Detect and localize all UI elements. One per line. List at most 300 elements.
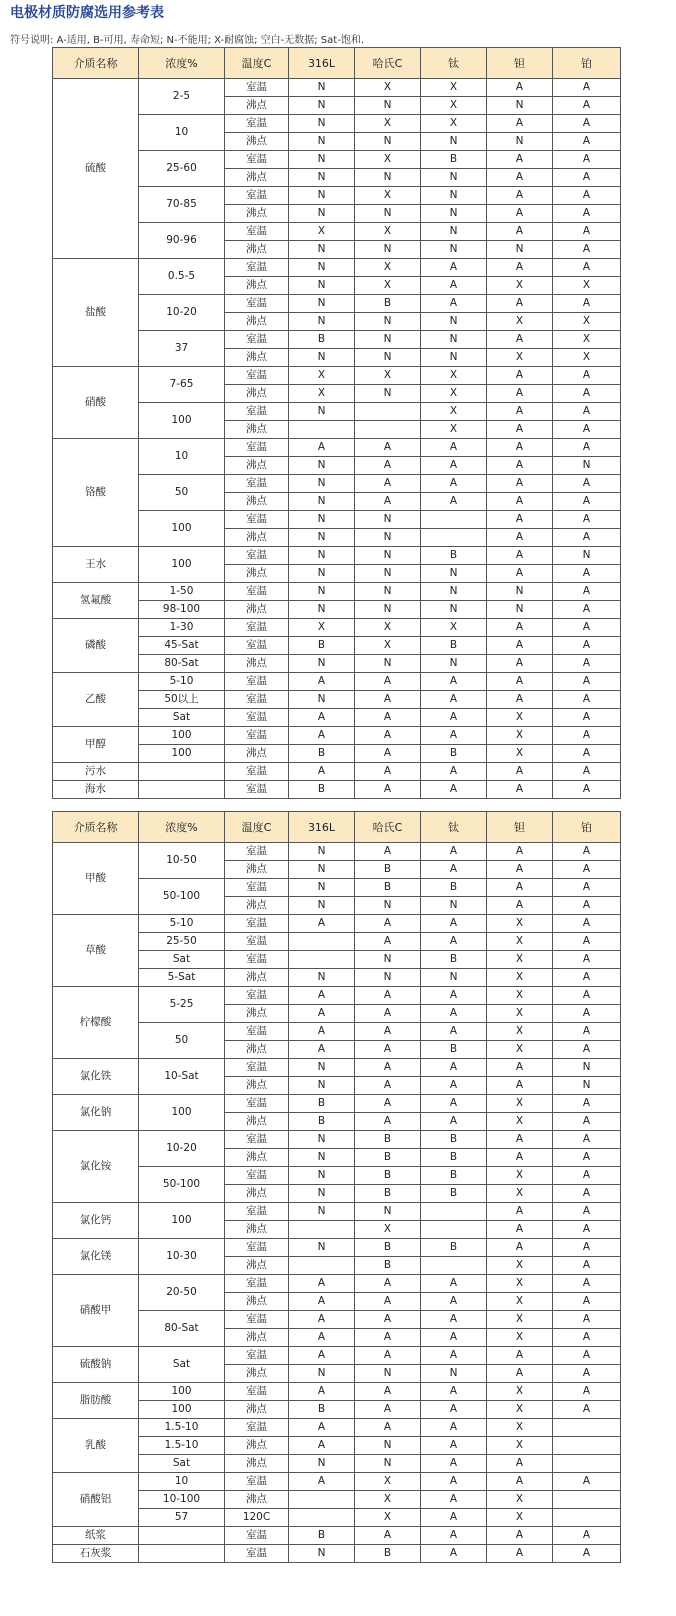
cell-medium: 甲醇 xyxy=(53,727,139,763)
cell-hastelloy-c: A xyxy=(355,1329,421,1347)
cell-hastelloy-c: B xyxy=(355,1545,421,1563)
cell-316l xyxy=(289,1491,355,1509)
cell-tantalum: X xyxy=(487,745,553,763)
cell-tantalum: X xyxy=(487,1293,553,1311)
cell-platinum: A xyxy=(553,511,621,529)
table-row xyxy=(53,673,621,691)
cell-316l: A xyxy=(289,1041,355,1059)
cell-platinum: A xyxy=(553,1185,621,1203)
cell-titanium: B xyxy=(421,151,487,169)
cell-concentration: 57 xyxy=(139,1509,225,1527)
cell-titanium: A xyxy=(421,1077,487,1095)
cell-platinum: A xyxy=(553,781,621,799)
cell-hastelloy-c: N xyxy=(355,583,421,601)
cell-hastelloy-c: N xyxy=(355,1437,421,1455)
table-row xyxy=(53,1437,621,1455)
cell-tantalum: X xyxy=(487,1491,553,1509)
cell-titanium: B xyxy=(421,1239,487,1257)
cell-temperature: 室温 xyxy=(225,673,289,691)
cell-hastelloy-c: X xyxy=(355,79,421,97)
table-row xyxy=(53,439,621,457)
cell-tantalum: N xyxy=(487,133,553,151)
cell-titanium: B xyxy=(421,637,487,655)
cell-hastelloy-c: A xyxy=(355,1383,421,1401)
cell-titanium: N xyxy=(421,205,487,223)
table-row xyxy=(53,915,621,933)
cell-platinum: A xyxy=(553,1257,621,1275)
cell-316l: N xyxy=(289,1239,355,1257)
cell-316l xyxy=(289,1221,355,1239)
cell-platinum: A xyxy=(553,691,621,709)
table-row xyxy=(53,637,621,655)
header-tantalum: 钽 xyxy=(487,48,553,79)
cell-hastelloy-c: N xyxy=(355,97,421,115)
cell-hastelloy-c: N xyxy=(355,241,421,259)
cell-hastelloy-c: N xyxy=(355,1365,421,1383)
cell-titanium: B xyxy=(421,1167,487,1185)
cell-316l xyxy=(289,951,355,969)
cell-platinum xyxy=(553,1491,621,1509)
cell-concentration: Sat xyxy=(139,709,225,727)
page-title: 电极材质防腐选用参考表 xyxy=(10,5,164,21)
cell-316l: B xyxy=(289,1527,355,1545)
cell-temperature: 沸点 xyxy=(225,277,289,295)
cell-316l: A xyxy=(289,439,355,457)
cell-tantalum: X xyxy=(487,349,553,367)
cell-316l: N xyxy=(289,1455,355,1473)
cell-hastelloy-c: X xyxy=(355,637,421,655)
cell-temperature: 室温 xyxy=(225,1311,289,1329)
cell-temperature: 沸点 xyxy=(225,313,289,331)
cell-titanium: B xyxy=(421,1185,487,1203)
table-row xyxy=(53,583,621,601)
cell-concentration: 50 xyxy=(139,475,225,511)
table-row xyxy=(53,547,621,565)
cell-316l: A xyxy=(289,763,355,781)
cell-temperature: 沸点 xyxy=(225,655,289,673)
cell-titanium: N xyxy=(421,241,487,259)
cell-titanium: B xyxy=(421,1131,487,1149)
header-316l: 316L xyxy=(289,812,355,843)
cell-temperature: 沸点 xyxy=(225,493,289,511)
cell-titanium: A xyxy=(421,781,487,799)
cell-tantalum: A xyxy=(487,259,553,277)
cell-concentration: 100 xyxy=(139,727,225,745)
cell-concentration: 37 xyxy=(139,331,225,367)
cell-temperature: 沸点 xyxy=(225,861,289,879)
table-row xyxy=(53,79,621,97)
cell-tantalum: A xyxy=(487,897,553,915)
table-row xyxy=(53,1095,621,1113)
table-row xyxy=(53,879,621,897)
cell-316l: B xyxy=(289,1401,355,1419)
table-row xyxy=(53,1455,621,1473)
cell-concentration: 25-50 xyxy=(139,933,225,951)
cell-tantalum: A xyxy=(487,385,553,403)
cell-tantalum: X xyxy=(487,1509,553,1527)
cell-platinum: A xyxy=(553,1401,621,1419)
cell-concentration: 100 xyxy=(139,547,225,583)
cell-titanium: X xyxy=(421,619,487,637)
cell-titanium xyxy=(421,1203,487,1221)
cell-platinum: A xyxy=(553,969,621,987)
cell-hastelloy-c: N xyxy=(355,547,421,565)
cell-tantalum: A xyxy=(487,187,553,205)
cell-316l: N xyxy=(289,583,355,601)
cell-platinum: A xyxy=(553,115,621,133)
cell-tantalum: X xyxy=(487,1095,553,1113)
cell-concentration: 90-96 xyxy=(139,223,225,259)
cell-hastelloy-c: B xyxy=(355,1257,421,1275)
cell-medium: 石灰浆 xyxy=(53,1545,139,1563)
cell-platinum: A xyxy=(553,475,621,493)
cell-hastelloy-c: X xyxy=(355,619,421,637)
cell-concentration: 10 xyxy=(139,1473,225,1491)
cell-temperature: 室温 xyxy=(225,763,289,781)
cell-titanium: A xyxy=(421,493,487,511)
cell-medium: 磷酸 xyxy=(53,619,139,673)
cell-titanium: A xyxy=(421,1527,487,1545)
cell-platinum: A xyxy=(553,97,621,115)
cell-temperature: 室温 xyxy=(225,295,289,313)
cell-concentration: 100 xyxy=(139,1095,225,1131)
cell-temperature: 沸点 xyxy=(225,1149,289,1167)
cell-concentration: 100 xyxy=(139,745,225,763)
cell-tantalum: A xyxy=(487,79,553,97)
table-row xyxy=(53,763,621,781)
cell-316l: N xyxy=(289,205,355,223)
cell-316l: A xyxy=(289,1005,355,1023)
cell-tantalum: X xyxy=(487,1023,553,1041)
cell-temperature: 室温 xyxy=(225,223,289,241)
cell-platinum: A xyxy=(553,763,621,781)
cell-hastelloy-c: N xyxy=(355,897,421,915)
cell-medium: 氯化铁 xyxy=(53,1059,139,1095)
cell-tantalum: X xyxy=(487,1419,553,1437)
cell-316l: N xyxy=(289,295,355,313)
cell-platinum: A xyxy=(553,987,621,1005)
cell-concentration: 10-Sat xyxy=(139,1059,225,1095)
cell-medium: 草酸 xyxy=(53,915,139,987)
table-row xyxy=(53,1275,621,1293)
cell-platinum: A xyxy=(553,879,621,897)
cell-platinum: A xyxy=(553,915,621,933)
cell-hastelloy-c: A xyxy=(355,439,421,457)
cell-hastelloy-c: A xyxy=(355,727,421,745)
cell-temperature: 室温 xyxy=(225,1527,289,1545)
cell-316l: N xyxy=(289,1077,355,1095)
cell-medium: 氯化铵 xyxy=(53,1131,139,1203)
cell-platinum: A xyxy=(553,897,621,915)
cell-tantalum: X xyxy=(487,1113,553,1131)
cell-hastelloy-c: A xyxy=(355,1419,421,1437)
cell-medium: 硝酸 xyxy=(53,367,139,439)
cell-concentration: 10 xyxy=(139,439,225,475)
cell-concentration: 25-60 xyxy=(139,151,225,187)
cell-316l: N xyxy=(289,879,355,897)
cell-316l: A xyxy=(289,1437,355,1455)
cell-tantalum: A xyxy=(487,1347,553,1365)
cell-platinum: A xyxy=(553,1149,621,1167)
cell-tantalum: A xyxy=(487,421,553,439)
cell-platinum: A xyxy=(553,1095,621,1113)
table-row xyxy=(53,601,621,619)
cell-hastelloy-c: N xyxy=(355,951,421,969)
cell-titanium: A xyxy=(421,1419,487,1437)
cell-tantalum: N xyxy=(487,583,553,601)
cell-medium: 铬酸 xyxy=(53,439,139,547)
cell-platinum: A xyxy=(553,1311,621,1329)
cell-temperature: 沸点 xyxy=(225,1455,289,1473)
cell-medium: 氯化钙 xyxy=(53,1203,139,1239)
cell-tantalum: X xyxy=(487,969,553,987)
cell-platinum: A xyxy=(553,187,621,205)
cell-hastelloy-c: B xyxy=(355,1185,421,1203)
cell-hastelloy-c xyxy=(355,421,421,439)
cell-platinum: A xyxy=(553,861,621,879)
table-row xyxy=(53,1059,621,1077)
cell-platinum: A xyxy=(553,1527,621,1545)
cell-temperature: 室温 xyxy=(225,1167,289,1185)
header-platinum: 铂 xyxy=(553,812,621,843)
cell-tantalum: A xyxy=(487,547,553,565)
cell-hastelloy-c: B xyxy=(355,861,421,879)
cell-316l: N xyxy=(289,97,355,115)
cell-tantalum: A xyxy=(487,457,553,475)
cell-316l: N xyxy=(289,1185,355,1203)
cell-hastelloy-c: X xyxy=(355,223,421,241)
cell-temperature: 室温 xyxy=(225,1347,289,1365)
cell-temperature: 沸点 xyxy=(225,349,289,367)
cell-316l: N xyxy=(289,493,355,511)
cell-tantalum: A xyxy=(487,475,553,493)
cell-platinum: A xyxy=(553,1239,621,1257)
cell-temperature: 室温 xyxy=(225,1131,289,1149)
cell-tantalum: A xyxy=(487,879,553,897)
cell-platinum: A xyxy=(553,1131,621,1149)
cell-concentration: 50 xyxy=(139,1023,225,1059)
cell-temperature: 室温 xyxy=(225,933,289,951)
cell-tantalum: A xyxy=(487,655,553,673)
cell-platinum: A xyxy=(553,1275,621,1293)
cell-titanium: A xyxy=(421,861,487,879)
cell-platinum: A xyxy=(553,583,621,601)
table-row xyxy=(53,331,621,349)
cell-platinum: A xyxy=(553,1221,621,1239)
cell-hastelloy-c: B xyxy=(355,1239,421,1257)
cell-platinum xyxy=(553,1509,621,1527)
cell-tantalum: X xyxy=(487,1185,553,1203)
cell-titanium: X xyxy=(421,97,487,115)
table-row xyxy=(53,1347,621,1365)
cell-316l: A xyxy=(289,1329,355,1347)
cell-tantalum: A xyxy=(487,439,553,457)
cell-tantalum: A xyxy=(487,843,553,861)
cell-temperature: 室温 xyxy=(225,1275,289,1293)
cell-medium: 乙酸 xyxy=(53,673,139,727)
cell-316l: A xyxy=(289,987,355,1005)
cell-concentration: Sat xyxy=(139,1347,225,1383)
cell-concentration: 80-Sat xyxy=(139,1311,225,1347)
table-row xyxy=(53,987,621,1005)
cell-tantalum: X xyxy=(487,915,553,933)
cell-316l: N xyxy=(289,115,355,133)
cell-titanium: B xyxy=(421,1041,487,1059)
cell-titanium xyxy=(421,1257,487,1275)
cell-titanium: A xyxy=(421,439,487,457)
cell-tantalum: X xyxy=(487,1005,553,1023)
cell-temperature: 室温 xyxy=(225,1545,289,1563)
cell-316l: N xyxy=(289,457,355,475)
cell-concentration: 100 xyxy=(139,511,225,547)
cell-titanium: A xyxy=(421,1293,487,1311)
header-temperature: 温度C xyxy=(225,812,289,843)
cell-tantalum: A xyxy=(487,619,553,637)
cell-hastelloy-c: A xyxy=(355,673,421,691)
cell-temperature: 沸点 xyxy=(225,1113,289,1131)
cell-temperature: 室温 xyxy=(225,547,289,565)
cell-platinum: A xyxy=(553,1203,621,1221)
cell-tantalum: X xyxy=(487,277,553,295)
header-hastelloy-c: 哈氏C xyxy=(355,48,421,79)
cell-platinum: A xyxy=(553,1167,621,1185)
cell-platinum: A xyxy=(553,1041,621,1059)
cell-temperature: 室温 xyxy=(225,1419,289,1437)
cell-tantalum: A xyxy=(487,691,553,709)
symbol-legend: 符号说明: A-适用, B-可用, 寿命短; N-不能用; X-耐腐蚀; 空白-无数据; Sat-饱和. xyxy=(10,35,364,46)
cell-tantalum: X xyxy=(487,313,553,331)
cell-tantalum: A xyxy=(487,1455,553,1473)
cell-titanium: A xyxy=(421,915,487,933)
cell-titanium: A xyxy=(421,475,487,493)
cell-tantalum: A xyxy=(487,1473,553,1491)
cell-platinum xyxy=(553,1455,621,1473)
header-platinum: 铂 xyxy=(553,48,621,79)
header-316l: 316L xyxy=(289,48,355,79)
cell-temperature: 沸点 xyxy=(225,385,289,403)
cell-platinum: A xyxy=(553,1473,621,1491)
cell-temperature: 室温 xyxy=(225,879,289,897)
cell-hastelloy-c: B xyxy=(355,1131,421,1149)
cell-medium: 硝酸铝 xyxy=(53,1473,139,1527)
cell-concentration: 10-30 xyxy=(139,1239,225,1275)
cell-temperature: 室温 xyxy=(225,1383,289,1401)
cell-hastelloy-c: A xyxy=(355,1293,421,1311)
cell-hastelloy-c: A xyxy=(355,1041,421,1059)
cell-316l: N xyxy=(289,169,355,187)
cell-316l: A xyxy=(289,727,355,745)
header-hastelloy-c: 哈氏C xyxy=(355,812,421,843)
cell-316l: A xyxy=(289,1473,355,1491)
cell-316l: N xyxy=(289,861,355,879)
cell-316l: N xyxy=(289,241,355,259)
cell-hastelloy-c: N xyxy=(355,1203,421,1221)
table-row xyxy=(53,1527,621,1545)
cell-titanium: A xyxy=(421,1545,487,1563)
cell-temperature: 室温 xyxy=(225,843,289,861)
cell-hastelloy-c: X xyxy=(355,1221,421,1239)
cell-concentration: 10-50 xyxy=(139,843,225,879)
cell-hastelloy-c: N xyxy=(355,349,421,367)
cell-concentration: 2-5 xyxy=(139,79,225,115)
cell-hastelloy-c: A xyxy=(355,709,421,727)
cell-platinum: A xyxy=(553,223,621,241)
cell-temperature: 室温 xyxy=(225,951,289,969)
cell-tantalum: A xyxy=(487,295,553,313)
cell-316l: A xyxy=(289,1275,355,1293)
cell-tantalum: A xyxy=(487,1131,553,1149)
cell-titanium: A xyxy=(421,933,487,951)
cell-temperature: 室温 xyxy=(225,1059,289,1077)
cell-titanium: B xyxy=(421,879,487,897)
cell-medium: 王水 xyxy=(53,547,139,583)
cell-316l: N xyxy=(289,313,355,331)
cell-hastelloy-c xyxy=(355,403,421,421)
cell-titanium: N xyxy=(421,133,487,151)
cell-tantalum: X xyxy=(487,987,553,1005)
cell-temperature: 沸点 xyxy=(225,529,289,547)
cell-platinum: A xyxy=(553,241,621,259)
cell-316l: N xyxy=(289,187,355,205)
cell-316l: N xyxy=(289,79,355,97)
cell-titanium: A xyxy=(421,727,487,745)
cell-tantalum: X xyxy=(487,1275,553,1293)
cell-316l: X xyxy=(289,385,355,403)
cell-hastelloy-c: N xyxy=(355,601,421,619)
cell-platinum: A xyxy=(553,151,621,169)
table-row xyxy=(53,1167,621,1185)
cell-tantalum: X xyxy=(487,1257,553,1275)
cell-platinum: A xyxy=(553,673,621,691)
cell-tantalum: A xyxy=(487,493,553,511)
cell-tantalum: X xyxy=(487,1401,553,1419)
cell-concentration: 50以上 xyxy=(139,691,225,709)
cell-concentration: 50-100 xyxy=(139,879,225,915)
cell-concentration: 10 xyxy=(139,115,225,151)
cell-titanium: B xyxy=(421,951,487,969)
cell-platinum: A xyxy=(553,133,621,151)
cell-316l: B xyxy=(289,781,355,799)
cell-titanium: N xyxy=(421,565,487,583)
cell-medium: 柠檬酸 xyxy=(53,987,139,1059)
cell-316l: N xyxy=(289,403,355,421)
cell-titanium: A xyxy=(421,763,487,781)
table-row xyxy=(53,1023,621,1041)
cell-temperature: 沸点 xyxy=(225,565,289,583)
cell-tantalum: A xyxy=(487,1239,553,1257)
cell-hastelloy-c: A xyxy=(355,457,421,475)
cell-hastelloy-c: X xyxy=(355,259,421,277)
cell-316l xyxy=(289,1509,355,1527)
cell-titanium: A xyxy=(421,1311,487,1329)
table-row xyxy=(53,151,621,169)
cell-temperature: 沸点 xyxy=(225,457,289,475)
cell-concentration: Sat xyxy=(139,951,225,969)
cell-temperature: 沸点 xyxy=(225,1437,289,1455)
cell-tantalum: A xyxy=(487,331,553,349)
cell-tantalum: X xyxy=(487,951,553,969)
cell-hastelloy-c: A xyxy=(355,1059,421,1077)
cell-316l: A xyxy=(289,673,355,691)
table-row xyxy=(53,1383,621,1401)
cell-316l: N xyxy=(289,601,355,619)
cell-hastelloy-c: B xyxy=(355,1149,421,1167)
cell-tantalum: X xyxy=(487,1311,553,1329)
cell-316l: N xyxy=(289,565,355,583)
table-row xyxy=(53,367,621,385)
header-temperature: 温度C xyxy=(225,48,289,79)
cell-platinum: A xyxy=(553,79,621,97)
